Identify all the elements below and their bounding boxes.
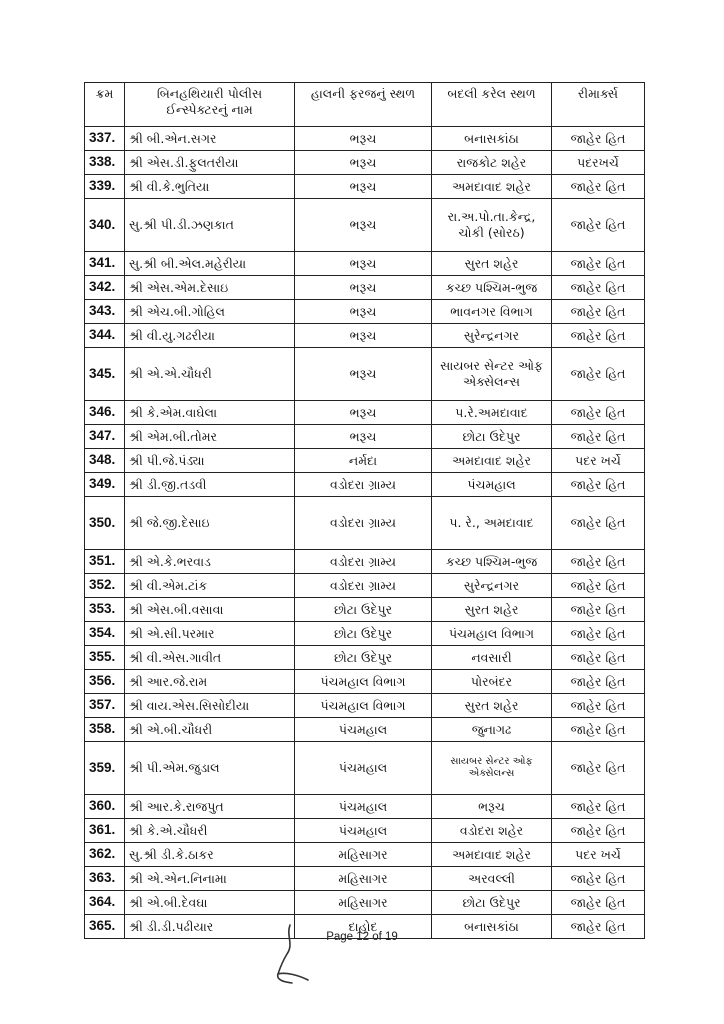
transfer-posting: સુરત શહેર [432,694,552,718]
current-posting: પંચમહાલ [295,819,432,843]
current-posting: વડોદરા ગ્રામ્ય [295,550,432,574]
serial-number: 362. [85,843,125,867]
serial-number: 353. [85,598,125,622]
inspector-name: શ્રી એમ.બી.તોમર [125,425,295,449]
current-posting: છોટા ઉદેપુર [295,646,432,670]
remark: જાહેર હિત [552,401,645,425]
transfer-posting: રાજકોટ શહેર [432,151,552,175]
table-body [85,127,645,939]
serial-number: 351. [85,550,125,574]
serial-number: 360. [85,795,125,819]
remark: જાહેર હિત [552,276,645,300]
remark: જાહેર હિત [552,718,645,742]
current-posting: વડોદરા ગ્રામ્ય [295,574,432,598]
current-posting: વડોદરા ગ્રામ્ય [295,473,432,497]
current-posting: પંચમહાલ [295,795,432,819]
inspector-name: શ્રી એ.સી.પરમાર [125,622,295,646]
inspector-name: શ્રી એ.બી.દેવઘા [125,891,295,915]
inspector-name: શ્રી બી.એન.સગર [125,127,295,151]
serial-number: 364. [85,891,125,915]
inspector-name: શ્રી એ.એ.ચૌધરી [125,348,295,401]
remark: જાહેર હિત [552,497,645,550]
transfer-posting: સુરત શહેર [432,598,552,622]
transfer-posting: સાયબર સેન્ટર ઓફ એક્સેલન્સ [432,742,552,795]
table-row [85,401,645,425]
inspector-name: શ્રી એ.કે.ભરવાડ [125,550,295,574]
table-row [85,324,645,348]
inspector-name: શ્રી એ.બી.ચૌધરી [125,718,295,742]
table-row [85,550,645,574]
serial-number: 363. [85,867,125,891]
current-posting: ભરૂચ [295,127,432,151]
table-row [85,151,645,175]
page-number: Page 12 of 19 [326,931,398,943]
transfer-posting: પ. રે., અમદાવાદ [432,497,552,550]
transfer-posting: અમદાવાદ શહેર [432,449,552,473]
remark: જાહેર હિત [552,473,645,497]
table-row [85,175,645,199]
transfer-table [84,82,645,939]
current-posting: છોટા ઉદેપુર [295,598,432,622]
transfer-posting: સુરેન્દ્રનગર [432,324,552,348]
remark: જાહેર હિત [552,550,645,574]
serial-number: 345. [85,348,125,401]
current-posting: પંચમહાલ [295,718,432,742]
serial-number: 339. [85,175,125,199]
inspector-name: શ્રી કે.એમ.વાઘેલા [125,401,295,425]
remark: જાહેર હિત [552,425,645,449]
table-row [85,694,645,718]
transfer-posting: સાયબર સેન્ટર ઓફ એક્સેલન્સ [432,348,552,401]
current-posting: ભરૂચ [295,348,432,401]
inspector-name: શ્રી એ.એન.નિનામા [125,867,295,891]
transfer-posting: ભાવનગર વિભાગ [432,300,552,324]
header-current-posting: હાલની ફરજનું સ્થળ [295,83,432,127]
table-row [85,300,645,324]
serial-number: 354. [85,622,125,646]
remark: જાહેર હિત [552,670,645,694]
current-posting: નર્મદા [295,449,432,473]
transfer-posting: અરવલ્લી [432,867,552,891]
transfer-posting: સુરત શહેર [432,252,552,276]
transfer-posting: સુરેન્દ્રનગર [432,574,552,598]
current-posting: દાહોદ [295,915,432,939]
table-row [85,795,645,819]
serial-number: 350. [85,497,125,550]
table-row [85,622,645,646]
table-header-row [85,83,645,127]
transfer-posting: પોરબંદર [432,670,552,694]
remark: જાહેર હિત [552,574,645,598]
transfer-posting: પંચમહાલ [432,473,552,497]
current-posting: ભરૂચ [295,276,432,300]
serial-number: 355. [85,646,125,670]
current-posting: ભરૂચ [295,252,432,276]
serial-number: 346. [85,401,125,425]
serial-number: 361. [85,819,125,843]
serial-number: 348. [85,449,125,473]
remark: જાહેર હિત [552,891,645,915]
table-row [85,670,645,694]
inspector-name: શ્રી એચ.બી.ગોહિલ [125,300,295,324]
table-row [85,646,645,670]
serial-number: 349. [85,473,125,497]
inspector-name: શ્રી આર.જે.રામ [125,670,295,694]
serial-number: 359. [85,742,125,795]
table-row [85,497,645,550]
current-posting: પંચમહાલ વિભાગ [295,670,432,694]
remark: જાહેર હિત [552,742,645,795]
transfer-posting: વડોદરા શહેર [432,819,552,843]
inspector-name: સુ.શ્રી બી.એલ.મહેરીયા [125,252,295,276]
header-transfer-posting: બદલી કરેલ સ્થળ [432,83,552,127]
remark: જાહેર હિત [552,694,645,718]
inspector-name: સુ.શ્રી ડી.કે.ઠાકર [125,843,295,867]
header-serial: ક્રમ [85,83,125,127]
table-row [85,891,645,915]
serial-number: 347. [85,425,125,449]
current-posting: છોટા ઉદેપુર [295,622,432,646]
header-remarks: રીમાર્ક્સ [552,83,645,127]
table-row [85,276,645,300]
current-posting: ભરૂચ [295,401,432,425]
transfer-posting: બનાસકાંઠા [432,915,552,939]
current-posting: ભરૂચ [295,175,432,199]
transfer-posting: રા.અ.પો.તા.કેન્દ્ર, ચોકી (સોરઠ) [432,199,552,252]
table-row [85,843,645,867]
inspector-name: શ્રી વાય.એસ.સિસોદીયા [125,694,295,718]
serial-number: 352. [85,574,125,598]
table-row [85,199,645,252]
transfer-posting: કચ્છ પશ્ચિમ-ભુજ [432,276,552,300]
remark: જાહેર હિત [552,348,645,401]
inspector-name: શ્રી આર.કે.રાજપુત [125,795,295,819]
table-row [85,718,645,742]
inspector-name: શ્રી એસ.એમ.દેસાઇ [125,276,295,300]
inspector-name: શ્રી એસ.બી.વસાવા [125,598,295,622]
remark: જાહેર હિત [552,300,645,324]
current-posting: પંચમહાલ [295,742,432,795]
current-posting: મહિસાગર [295,867,432,891]
transfer-posting: છોટા ઉદેપુર [432,891,552,915]
serial-number: 343. [85,300,125,324]
inspector-name: શ્રી વી.કે.ભુતિયા [125,175,295,199]
header-inspector-name: બિનહથિયારી પોલીસ ઈન્સ્પેક્ટરનું નામ [125,83,295,127]
serial-number: 365. [85,915,125,939]
transfer-posting: અમદાવાદ શહેર [432,843,552,867]
transfer-posting: ભરૂચ [432,795,552,819]
remark: પદર ખર્ચે [552,449,645,473]
inspector-name: શ્રી વી.એમ.ટાંક [125,574,295,598]
inspector-name: શ્રી કે.એ.ચૌધરી [125,819,295,843]
table-row [85,348,645,401]
remark: જાહેર હિત [552,598,645,622]
inspector-name: શ્રી એસ.ડી.ફુલતરીયા [125,151,295,175]
inspector-name: શ્રી વી.યુ.ગઢરીયા [125,324,295,348]
remark: જાહેર હિત [552,915,645,939]
table-row [85,473,645,497]
serial-number: 356. [85,670,125,694]
current-posting: ભરૂચ [295,199,432,252]
table-row [85,425,645,449]
remark: જાહેર હિત [552,127,645,151]
inspector-name: સુ.શ્રી પી.ડી.ઝણકાત [125,199,295,252]
table-row [85,574,645,598]
transfer-posting: કચ્છ પશ્ચિમ-ભુજ [432,550,552,574]
serial-number: 337. [85,127,125,151]
remark: પદર ખર્ચે [552,843,645,867]
table-row [85,127,645,151]
transfer-posting: જુનાગઢ [432,718,552,742]
remark: જાહેર હિત [552,622,645,646]
serial-number: 357. [85,694,125,718]
current-posting: ભરૂચ [295,425,432,449]
remark: જાહેર હિત [552,252,645,276]
current-posting: મહિસાગર [295,843,432,867]
current-posting: ભરૂચ [295,324,432,348]
table-row [85,449,645,473]
inspector-name: શ્રી પી.એમ.જુડાલ [125,742,295,795]
transfer-posting: નવસારી [432,646,552,670]
serial-number: 341. [85,252,125,276]
inspector-name: શ્રી ડી.ડી.પઢીયાર [125,915,295,939]
inspector-name: શ્રી જે.જી.દેસાઇ [125,497,295,550]
remark: પદરખર્ચે [552,151,645,175]
serial-number: 344. [85,324,125,348]
transfer-posting: છોટા ઉદેપુર [432,425,552,449]
current-posting: ભરૂચ [295,151,432,175]
remark: જાહેર હિત [552,819,645,843]
serial-number: 342. [85,276,125,300]
table-row [85,742,645,795]
inspector-name: શ્રી વી.એસ.ગાવીત [125,646,295,670]
remark: જાહેર હિત [552,199,645,252]
transfer-posting: પ.રે.અમદાવાદ [432,401,552,425]
table-row [85,598,645,622]
remark: જાહેર હિત [552,175,645,199]
current-posting: મહિસાગર [295,891,432,915]
transfer-posting: બનાસકાંઠા [432,127,552,151]
table-row [85,867,645,891]
serial-number: 338. [85,151,125,175]
transfer-posting: અમદાવાદ શહેર [432,175,552,199]
inspector-name: શ્રી ડી.જી.તડવી [125,473,295,497]
current-posting: વડોદરા ગ્રામ્ય [295,497,432,550]
inspector-name: શ્રી પી.જે.પંડ્યા [125,449,295,473]
remark: જાહેર હિત [552,795,645,819]
remark: જાહેર હિત [552,324,645,348]
table-row [85,819,645,843]
serial-number: 340. [85,199,125,252]
current-posting: ભરૂચ [295,300,432,324]
table-row [85,252,645,276]
remark: જાહેર હિત [552,867,645,891]
transfer-posting: પંચમહાલ વિભાગ [432,622,552,646]
remark: જાહેર હિત [552,646,645,670]
serial-number: 358. [85,718,125,742]
current-posting: પંચમહાલ વિભાગ [295,694,432,718]
